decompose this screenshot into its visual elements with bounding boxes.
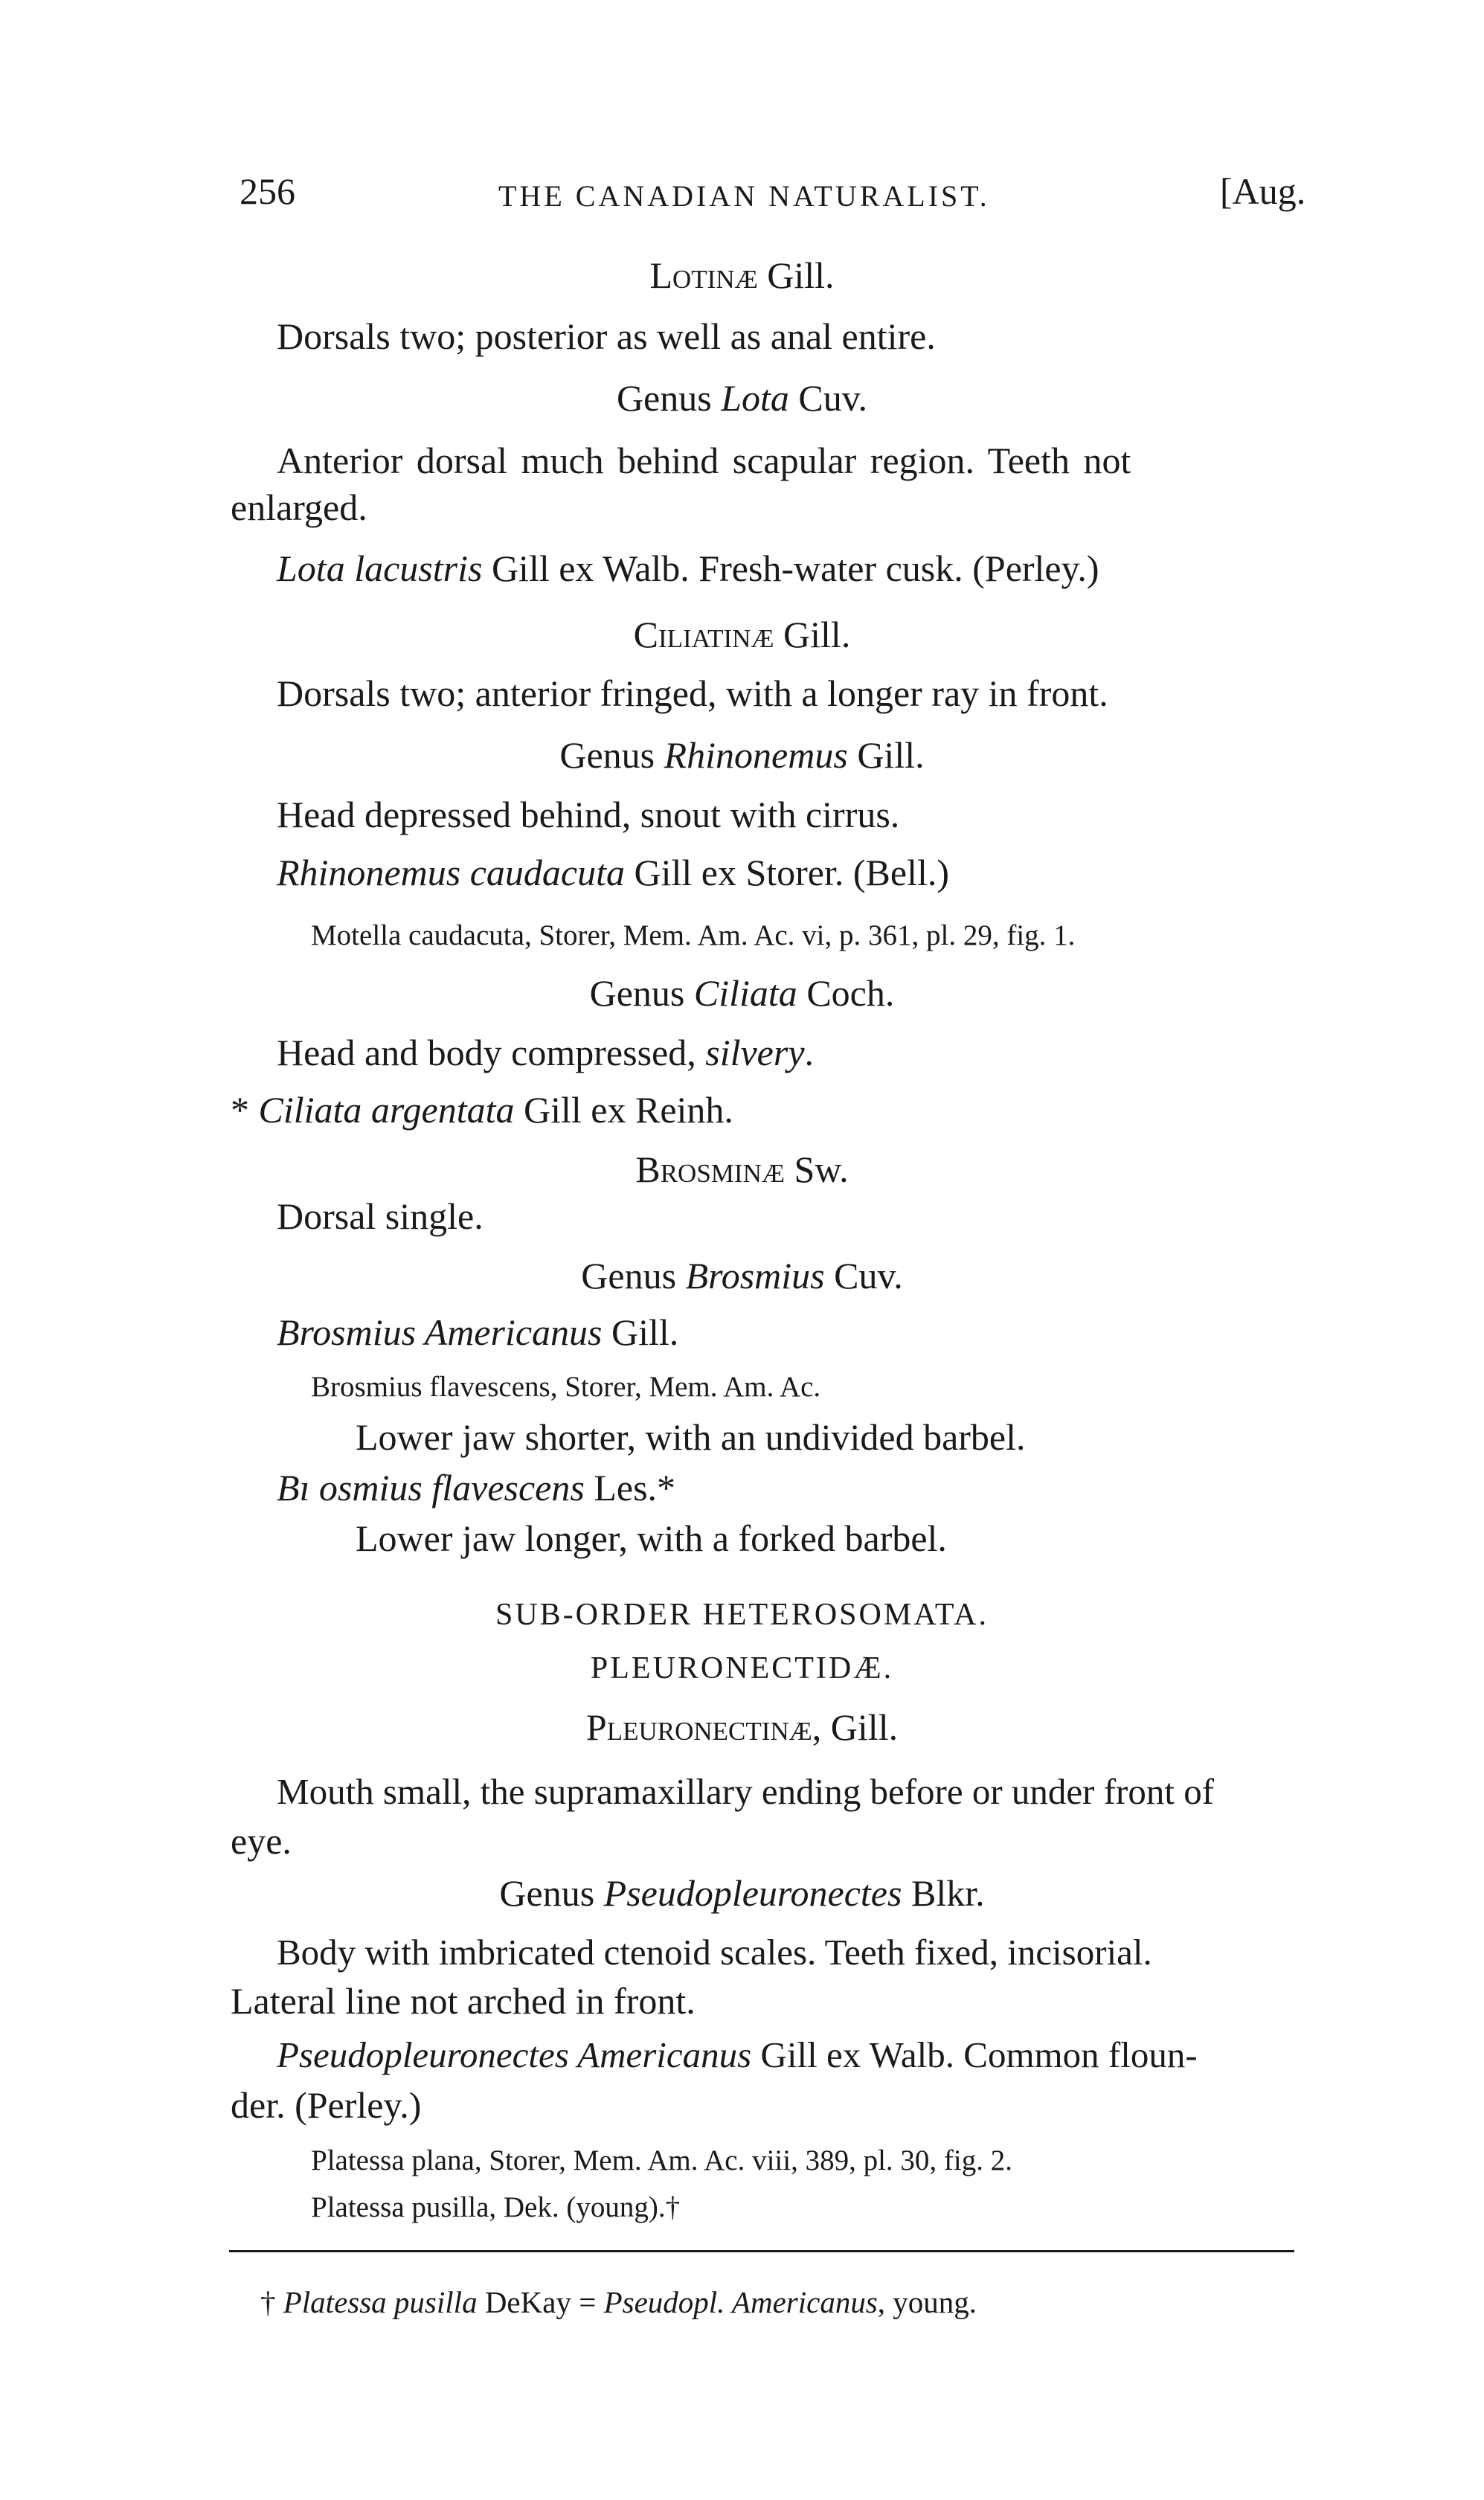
subfamily-heading: Ciliatinæ Gill. [633,614,851,655]
paragraph-line: Body with imbricated ctenoid scales. Teeth fixed, incisorial. [277,1932,1152,1973]
section-mark: [Aug. [1220,170,1306,212]
species-line: Rhinonemus caudacuta Gill ex Storer. (Bell.) [277,852,950,893]
paragraph-line: Dorsals two; posterior as well as anal entire. [277,315,936,357]
genus-heading: Genus Brosmius Cuv. [581,1255,903,1296]
synonym-line: Platessa pusilla, Dek. (young).† [311,2191,681,2223]
synonym-line: Brosmius flavescens, Storer, Mem. Am. Ac. [311,1371,821,1403]
running-title: THE CANADIAN NATURALIST. [498,179,990,213]
subfamily-heading: Lotinæ Gill. [649,254,835,296]
genus-heading: Genus Lota Cuv. [616,377,868,419]
footnote: † Platessa pusilla DeKay = Pseudopl. Americanus, young. [260,2285,977,2319]
paragraph-line: Dorsal single. [277,1195,484,1237]
species-line: Bı osmius flavescens Les.* [277,1467,676,1508]
footnote-rule [229,2250,1294,2252]
species-line: * Ciliata argentata Gill ex Reinh. [231,1089,733,1131]
subfamily-heading: Brosminæ Sw. [635,1148,849,1190]
paragraph-line: Head and body compressed, silvery. [277,1032,815,1073]
paragraph-line: der. (Perley.) [231,2084,422,2126]
species-line: Lota lacustris Gill ex Walb. Fresh-water cusk. (Perley.) [277,547,1099,589]
species-line: Brosmius Americanus Gill. [277,1311,679,1353]
genus-heading: Genus Rhinonemus Gill. [559,734,925,776]
synonym-line: Platessa plana, Storer, Mem. Am. Ac. viii, 389, pl. 30, fig. 2. [311,2144,1013,2176]
paragraph-line: eye. [231,1820,292,1862]
suborder-heading: SUB-ORDER HETEROSOMATA. [495,1598,989,1632]
subfamily-heading: Pleuronectinæ, Gill. [585,1706,899,1748]
paragraph-line: Mouth small, the supramaxillary ending before or under front of [277,1771,1215,1812]
paragraph-line: Lateral line not arched in front. [231,1980,696,2022]
genus-heading: Genus Pseudopleuronectes Blkr. [499,1872,985,1914]
paragraph-line: Lower jaw longer, with a forked barbel. [356,1517,947,1559]
page-number: 256 [240,170,295,212]
synonym-line: Motella caudacuta, Storer, Mem. Am. Ac. vi, p. 361, pl. 29, fig. 1. [311,919,1076,951]
paragraph-line: Anterior dorsal much behind scapular region. Teeth not [277,440,1131,481]
paragraph-line: Head depressed behind, snout with cirrus. [277,794,900,835]
paragraph-line: Lower jaw shorter, with an undivided barbel. [356,1416,1026,1458]
paragraph-line: enlarged. [231,486,367,528]
species-line: Pseudopleuronectes Americanus Gill ex Walb. Common floun- [277,2034,1198,2075]
family-heading: PLEURONECTIDÆ. [590,1651,894,1686]
paragraph-line: Dorsals two; anterior fringed, with a longer ray in front. [277,672,1108,714]
genus-heading: Genus Ciliata Coch. [589,972,895,1014]
